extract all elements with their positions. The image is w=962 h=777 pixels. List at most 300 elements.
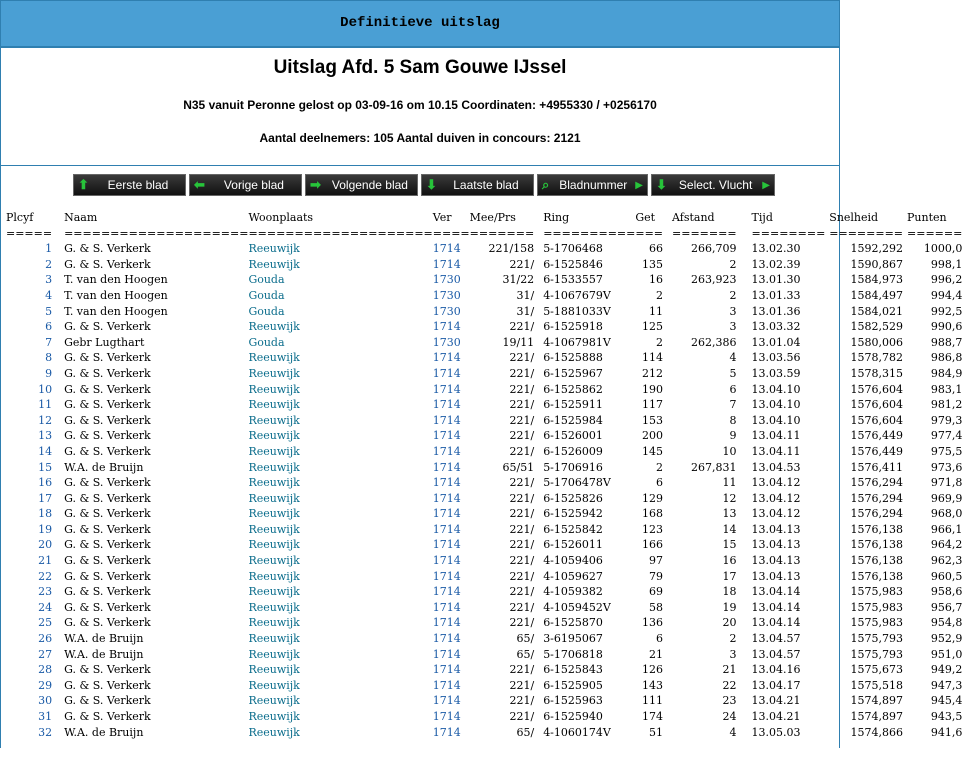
cell-mee-prs: 221/ — [509, 257, 535, 271]
cell-tijd: 13.01.33 — [751, 288, 801, 302]
cell-woonplaats[interactable]: Reeuwijk — [248, 710, 300, 723]
cell-woonplaats[interactable]: Gouda — [248, 288, 285, 302]
download-icon: ⬇ — [656, 177, 667, 192]
cell-mee-prs: 221/ — [509, 476, 535, 490]
cell-punten: 990,6 — [930, 320, 962, 334]
cell-ring: 5-1706478V — [543, 476, 611, 490]
cell-mee-prs: 221/ — [509, 382, 535, 396]
cell-plcyf[interactable]: 14 — [38, 444, 53, 458]
cell-snelheid: 1580,006 — [850, 335, 904, 349]
cell-woonplaats[interactable]: Reeuwijk — [248, 398, 300, 412]
underline: ==================== — [64, 226, 249, 240]
table-row — [6, 522, 962, 538]
cell-get: 97 — [649, 554, 664, 568]
cell-mee-prs: 221/ — [509, 522, 535, 536]
cell-ver[interactable]: 1714 — [432, 351, 461, 365]
cell-ver[interactable]: 1714 — [432, 429, 461, 443]
cell-plcyf[interactable]: 27 — [38, 647, 53, 661]
cell-woonplaats[interactable]: Reeuwijk — [248, 585, 300, 599]
cell-naam: G. & S. Verkerk — [64, 538, 151, 552]
cell-plcyf[interactable]: 12 — [38, 413, 53, 427]
cell-mee-prs: 65/ — [516, 725, 535, 739]
cell-ring: 6-1525940 — [543, 710, 603, 723]
cell-naam: T. van den Hoogen — [64, 304, 168, 318]
cell-ver[interactable]: 1714 — [432, 444, 461, 458]
cell-ring: 6-1525984 — [543, 413, 603, 427]
cell-ver[interactable]: 1730 — [432, 288, 461, 302]
cell-naam: G. & S. Verkerk — [64, 491, 151, 505]
cell-ver[interactable]: 1714 — [432, 507, 461, 521]
table-row — [6, 584, 962, 600]
cell-plcyf[interactable]: 6 — [45, 320, 53, 334]
cell-ver[interactable]: 1714 — [432, 663, 461, 677]
cell-naam: G. & S. Verkerk — [64, 616, 151, 630]
cell-tijd: 13.05.03 — [751, 725, 801, 739]
cell-naam: G. & S. Verkerk — [64, 694, 151, 708]
divider — [1, 165, 839, 166]
cell-plcyf[interactable]: 16 — [38, 476, 53, 490]
cell-plcyf[interactable]: 29 — [38, 678, 53, 692]
col-snelheid: Snelheid — [829, 211, 879, 224]
cell-mee-prs: 65/ — [516, 632, 535, 646]
cell-punten: 958,6 — [930, 585, 962, 599]
cell-woonplaats[interactable]: Gouda — [248, 273, 285, 287]
cell-ver[interactable]: 1714 — [432, 413, 461, 427]
cell-plcyf[interactable]: 1 — [45, 242, 53, 256]
cell-plcyf[interactable]: 13 — [38, 429, 53, 443]
cell-ring: 6-1525911 — [543, 398, 603, 412]
cell-ring: 6-1526011 — [543, 538, 603, 552]
cell-get: 11 — [649, 304, 664, 318]
cell-get: 136 — [642, 616, 664, 630]
cell-snelheid: 1576,138 — [850, 569, 904, 583]
table-row — [6, 491, 962, 507]
cell-afstand: 22 — [722, 678, 737, 692]
select-flight-button[interactable]: ⬇ Select. Vlucht ▶ — [651, 174, 775, 196]
cell-afstand: 15 — [722, 538, 737, 552]
cell-tijd: 13.04.10 — [751, 398, 801, 412]
cell-ring: 6-1525967 — [543, 366, 603, 380]
cell-plcyf[interactable]: 21 — [38, 554, 53, 568]
cell-afstand: 2 — [729, 257, 737, 271]
cell-plcyf[interactable]: 3 — [45, 273, 53, 287]
cell-tijd: 13.04.10 — [751, 413, 801, 427]
cell-ring: 5-1706468 — [543, 242, 603, 256]
cell-plcyf[interactable]: 9 — [45, 366, 53, 380]
cell-plcyf[interactable]: 4 — [45, 288, 53, 302]
cell-ver[interactable]: 1730 — [432, 304, 461, 318]
cell-punten: 981,2 — [930, 398, 962, 412]
cell-afstand: 3 — [729, 320, 737, 334]
cell-naam: W.A. de Bruijn — [64, 460, 144, 474]
cell-woonplaats[interactable]: Reeuwijk — [248, 632, 300, 646]
cell-snelheid: 1576,449 — [850, 444, 904, 458]
page-header: Definitieve uitslag — [1, 1, 839, 48]
cell-get: 21 — [649, 647, 664, 661]
cell-snelheid: 1576,604 — [850, 398, 904, 412]
cell-plcyf[interactable]: 20 — [38, 538, 53, 552]
cell-woonplaats[interactable]: Reeuwijk — [248, 507, 300, 521]
cell-get: 6 — [656, 632, 664, 646]
cell-snelheid: 1575,793 — [850, 632, 904, 646]
cell-plcyf[interactable]: 7 — [45, 335, 53, 349]
cell-ver[interactable]: 1714 — [432, 725, 461, 739]
cell-ver[interactable]: 1714 — [432, 382, 461, 396]
search-icon: ⌕ — [542, 177, 550, 192]
cell-tijd: 13.04.16 — [751, 663, 801, 677]
cell-woonplaats[interactable]: Reeuwijk — [248, 538, 300, 552]
underline: ======== — [829, 226, 904, 240]
cell-naam: G. & S. Verkerk — [64, 398, 151, 412]
cell-ring: 6-1525963 — [543, 694, 603, 708]
table-header-underline — [6, 226, 962, 242]
cell-naam: G. & S. Verkerk — [64, 413, 151, 427]
cell-afstand: 9 — [729, 429, 737, 443]
cell-mee-prs: 221/ — [509, 678, 535, 692]
cell-woonplaats[interactable]: Reeuwijk — [248, 382, 300, 396]
cell-woonplaats[interactable]: Reeuwijk — [248, 413, 300, 427]
cell-woonplaats[interactable]: Reeuwijk — [248, 647, 300, 661]
cell-plcyf[interactable]: 11 — [38, 398, 53, 412]
cell-mee-prs: 221/ — [509, 554, 535, 568]
cell-plcyf[interactable]: 18 — [38, 507, 53, 521]
cell-ring: 6-1525942 — [543, 507, 603, 521]
table-header-row — [6, 210, 962, 226]
cell-naam: G. & S. Verkerk — [64, 678, 151, 692]
cell-punten: 964,2 — [930, 538, 962, 552]
cell-ring: 3-6195067 — [543, 632, 603, 646]
cell-woonplaats[interactable]: Reeuwijk — [248, 725, 300, 739]
cell-ring: 4-1059627 — [543, 569, 603, 583]
underline: === — [635, 226, 664, 240]
cell-punten: 1000,0 — [923, 242, 962, 256]
cell-tijd: 13.03.56 — [751, 351, 801, 365]
cell-ring: 6-1533557 — [543, 273, 603, 287]
cell-woonplaats[interactable]: Reeuwijk — [248, 678, 300, 692]
cell-woonplaats[interactable]: Reeuwijk — [248, 429, 300, 443]
cell-naam: G. & S. Verkerk — [64, 710, 151, 723]
cell-ring: 6-1525870 — [543, 616, 603, 630]
cell-ver[interactable]: 1714 — [432, 632, 461, 646]
cell-snelheid: 1576,138 — [850, 522, 904, 536]
cell-tijd: 13.04.11 — [751, 444, 801, 458]
chevron-right-icon: ▶ — [762, 179, 770, 191]
cell-afstand: 20 — [722, 616, 737, 630]
table-body — [6, 241, 962, 740]
cell-naam: G. & S. Verkerk — [64, 569, 151, 583]
table-row — [6, 647, 962, 663]
cell-plcyf[interactable]: 24 — [38, 600, 53, 614]
cell-ver[interactable]: 1714 — [432, 616, 461, 630]
cell-ver[interactable]: 1714 — [432, 538, 461, 552]
cell-plcyf[interactable]: 31 — [38, 710, 53, 723]
cell-ring: 6-1525842 — [543, 522, 603, 536]
cell-mee-prs: 221/ — [509, 710, 535, 723]
cell-woonplaats[interactable]: Reeuwijk — [248, 257, 300, 271]
cell-get: 125 — [642, 320, 664, 334]
cell-get: 145 — [642, 444, 664, 458]
cell-snelheid: 1584,973 — [850, 273, 904, 287]
cell-woonplaats[interactable]: Reeuwijk — [248, 522, 300, 536]
cell-ring: 6-1525843 — [543, 663, 603, 677]
cell-plcyf[interactable]: 22 — [38, 569, 53, 583]
cell-tijd: 13.04.21 — [751, 710, 801, 723]
cell-plcyf[interactable]: 15 — [38, 460, 53, 474]
cell-get: 168 — [642, 507, 664, 521]
cell-ver[interactable]: 1714 — [432, 491, 461, 505]
cell-punten: 988,7 — [930, 335, 962, 349]
table-row — [6, 460, 962, 476]
cell-get: 200 — [642, 429, 664, 443]
cell-afstand: 3 — [729, 304, 737, 318]
cell-punten: 977,4 — [930, 429, 962, 443]
first-page-button[interactable]: ⬆ Eerste blad — [73, 174, 186, 196]
cell-afstand: 13 — [722, 507, 737, 521]
cell-get: 212 — [642, 366, 664, 380]
cell-punten: 960,5 — [930, 569, 962, 583]
table-row — [6, 366, 962, 382]
arrow-down-icon: ⬇ — [426, 177, 437, 192]
cell-snelheid: 1576,604 — [850, 413, 904, 427]
cell-afstand: 14 — [722, 522, 737, 536]
cell-mee-prs: 221/ — [509, 569, 535, 583]
cell-woonplaats[interactable]: Reeuwijk — [248, 366, 300, 380]
cell-tijd: 13.04.13 — [751, 522, 801, 536]
cell-ring: 6-1525905 — [543, 678, 603, 692]
cell-snelheid: 1574,897 — [850, 694, 904, 708]
cell-tijd: 13.01.36 — [751, 304, 801, 318]
cell-get: 51 — [649, 725, 664, 739]
cell-snelheid: 1575,983 — [850, 600, 904, 614]
cell-punten: 943,5 — [930, 710, 962, 723]
cell-ver[interactable]: 1730 — [432, 335, 461, 349]
cell-punten: 941,6 — [930, 725, 962, 739]
cell-mee-prs: 221/ — [509, 444, 535, 458]
cell-ver[interactable]: 1714 — [432, 242, 461, 256]
cell-ver[interactable]: 1714 — [432, 585, 461, 599]
previous-page-button[interactable]: ⬅ Vorige blad — [189, 174, 302, 196]
cell-plcyf[interactable]: 25 — [38, 616, 53, 630]
cell-punten: 949,2 — [930, 663, 962, 677]
cell-plcyf[interactable]: 2 — [45, 257, 53, 271]
cell-snelheid: 1575,518 — [850, 678, 904, 692]
cell-tijd: 13.03.59 — [751, 366, 801, 380]
cell-mee-prs: 221/ — [509, 585, 535, 599]
page-title: Uitslag Afd. 5 Sam Gouwe IJssel — [273, 57, 567, 78]
underline: ========== — [543, 226, 636, 240]
cell-mee-prs: 31/ — [516, 288, 535, 302]
cell-punten: 952,9 — [930, 632, 962, 646]
cell-ver[interactable]: 1714 — [432, 554, 461, 568]
cell-ver[interactable]: 1714 — [432, 460, 461, 474]
cell-tijd: 13.04.14 — [751, 600, 801, 614]
cell-tijd: 13.04.13 — [751, 538, 801, 552]
next-page-button[interactable]: ➡ Volgende blad — [305, 174, 418, 196]
cell-naam: G. & S. Verkerk — [64, 257, 151, 271]
cell-punten: 962,3 — [930, 554, 962, 568]
cell-mee-prs: 31/22 — [502, 273, 535, 287]
cell-naam: G. & S. Verkerk — [64, 522, 151, 536]
cell-snelheid: 1576,411 — [850, 460, 904, 474]
page-number-button[interactable]: ⌕ Bladnummer ▶ — [537, 174, 648, 196]
cell-get: 111 — [642, 694, 664, 708]
cell-mee-prs: 221/ — [509, 507, 535, 521]
cell-get: 117 — [642, 398, 664, 412]
cell-tijd: 13.04.13 — [751, 554, 801, 568]
cell-ver[interactable]: 1714 — [432, 522, 461, 536]
underline: ===== — [6, 226, 53, 240]
cell-mee-prs: 19/11 — [502, 335, 535, 349]
cell-ver[interactable]: 1714 — [432, 366, 461, 380]
arrow-left-icon: ⬅ — [194, 177, 205, 192]
cell-ver[interactable]: 1714 — [432, 476, 461, 490]
cell-plcyf[interactable]: 28 — [38, 663, 53, 677]
cell-tijd: 13.04.11 — [751, 429, 801, 443]
cell-snelheid: 1592,292 — [850, 242, 904, 256]
cell-tijd: 13.04.57 — [751, 647, 801, 661]
table-row — [6, 600, 962, 616]
cell-ver[interactable]: 1730 — [432, 273, 461, 287]
cell-plcyf[interactable]: 32 — [38, 725, 53, 739]
cell-woonplaats[interactable]: Reeuwijk — [248, 320, 300, 334]
cell-ver[interactable]: 1714 — [432, 569, 461, 583]
cell-get: 58 — [649, 600, 664, 614]
cell-get: 174 — [642, 710, 664, 723]
cell-woonplaats[interactable]: Reeuwijk — [248, 694, 300, 708]
cell-punten: 992,5 — [930, 304, 962, 318]
cell-naam: G. & S. Verkerk — [64, 351, 151, 365]
underline: ==================== — [248, 226, 433, 240]
cell-punten: 954,8 — [930, 616, 962, 630]
cell-punten: 986,8 — [930, 351, 962, 365]
cell-plcyf[interactable]: 23 — [38, 585, 53, 599]
cell-woonplaats[interactable]: Reeuwijk — [248, 663, 300, 677]
table-row — [6, 257, 962, 273]
cell-plcyf[interactable]: 8 — [45, 351, 53, 365]
cell-mee-prs: 221/ — [509, 351, 535, 365]
cell-afstand: 17 — [722, 569, 737, 583]
cell-ring: 4-1060174V — [543, 725, 611, 739]
cell-snelheid: 1575,793 — [850, 647, 904, 661]
col-get: Get — [635, 211, 656, 224]
cell-punten: 971,8 — [930, 476, 962, 490]
cell-ver[interactable]: 1714 — [432, 600, 461, 614]
cell-mee-prs: 221/ — [509, 616, 535, 630]
cell-snelheid: 1574,866 — [850, 725, 904, 739]
cell-mee-prs: 221/ — [509, 398, 535, 412]
cell-afstand: 23 — [722, 694, 737, 708]
table-row — [6, 335, 962, 351]
table-row — [6, 350, 962, 366]
cell-snelheid: 1574,897 — [850, 710, 904, 723]
cell-woonplaats[interactable]: Reeuwijk — [248, 460, 300, 474]
cell-ver[interactable]: 1714 — [432, 694, 461, 708]
cell-mee-prs: 65/ — [516, 647, 535, 661]
cell-naam: G. & S. Verkerk — [64, 585, 151, 599]
table-row — [6, 413, 962, 429]
cell-woonplaats[interactable]: Reeuwijk — [248, 242, 300, 256]
cell-woonplaats[interactable]: Reeuwijk — [248, 491, 300, 505]
cell-naam: W.A. de Bruijn — [64, 632, 144, 646]
col-afstand: Afstand — [672, 211, 715, 224]
cell-ring: 6-1525888 — [543, 351, 603, 365]
cell-woonplaats[interactable]: Reeuwijk — [248, 600, 300, 614]
cell-plcyf[interactable]: 19 — [38, 522, 53, 536]
cell-get: 123 — [642, 522, 664, 536]
cell-tijd: 13.04.12 — [751, 476, 801, 490]
cell-ver[interactable]: 1714 — [432, 710, 461, 723]
cell-mee-prs: 31/ — [516, 304, 535, 318]
cell-ver[interactable]: 1714 — [432, 257, 461, 271]
cell-get: 126 — [642, 663, 664, 677]
table-row — [6, 241, 962, 257]
table-row — [6, 537, 962, 553]
cell-ver[interactable]: 1714 — [432, 678, 461, 692]
cell-woonplaats[interactable]: Reeuwijk — [248, 351, 300, 365]
cell-woonplaats[interactable]: Reeuwijk — [248, 476, 300, 490]
table-row — [6, 444, 962, 460]
cell-snelheid: 1582,529 — [850, 320, 904, 334]
cell-woonplaats[interactable]: Gouda — [248, 335, 285, 349]
col-mee-prs: Mee/Prs — [469, 211, 516, 224]
cell-punten: 984,9 — [930, 366, 962, 380]
cell-woonplaats[interactable]: Reeuwijk — [248, 616, 300, 630]
cell-afstand: 16 — [722, 554, 737, 568]
cell-punten: 956,7 — [930, 600, 962, 614]
cell-plcyf[interactable]: 26 — [38, 632, 53, 646]
underline: ======= — [672, 226, 737, 240]
cell-get: 190 — [642, 382, 664, 396]
cell-woonplaats[interactable]: Gouda — [248, 304, 285, 318]
cell-plcyf[interactable]: 17 — [38, 491, 53, 505]
cell-tijd: 13.04.57 — [751, 632, 801, 646]
cell-ring: 6-1525846 — [543, 257, 603, 271]
cell-ring: 4-1067679V — [543, 288, 611, 302]
cell-woonplaats[interactable]: Reeuwijk — [248, 444, 300, 458]
cell-get: 153 — [642, 413, 664, 427]
cell-ring: 6-1526001 — [543, 429, 603, 443]
cell-get: 2 — [656, 460, 664, 474]
cell-plcyf[interactable]: 30 — [38, 694, 53, 708]
cell-plcyf[interactable]: 10 — [38, 382, 53, 396]
cell-afstand: 11 — [722, 476, 737, 490]
cell-punten: 945,4 — [930, 694, 962, 708]
col-woonplaats: Woonplaats — [248, 211, 314, 224]
cell-get: 129 — [642, 491, 664, 505]
cell-woonplaats[interactable]: Reeuwijk — [248, 569, 300, 583]
cell-naam: G. & S. Verkerk — [64, 382, 151, 396]
cell-get: 69 — [649, 585, 664, 599]
cell-afstand: 262,386 — [691, 335, 737, 349]
cell-punten: 968,0 — [930, 507, 962, 521]
cell-naam: G. & S. Verkerk — [64, 366, 151, 380]
cell-get: 166 — [642, 538, 664, 552]
cell-ring: 6-1525826 — [543, 491, 603, 505]
cell-ver[interactable]: 1714 — [432, 398, 461, 412]
table-row — [6, 553, 962, 569]
cell-tijd: 13.04.12 — [751, 491, 801, 505]
cell-ver[interactable]: 1714 — [432, 320, 461, 334]
cell-woonplaats[interactable]: Reeuwijk — [248, 554, 300, 568]
cell-ver[interactable]: 1714 — [432, 647, 461, 661]
table-row — [6, 678, 962, 694]
table-row — [6, 615, 962, 631]
arrow-right-icon: ➡ — [310, 177, 321, 192]
cell-plcyf[interactable]: 5 — [45, 304, 53, 318]
cell-tijd: 13.04.17 — [751, 678, 801, 692]
cell-snelheid: 1575,983 — [850, 585, 904, 599]
last-page-button[interactable]: ⬇ Laatste blad — [421, 174, 534, 196]
